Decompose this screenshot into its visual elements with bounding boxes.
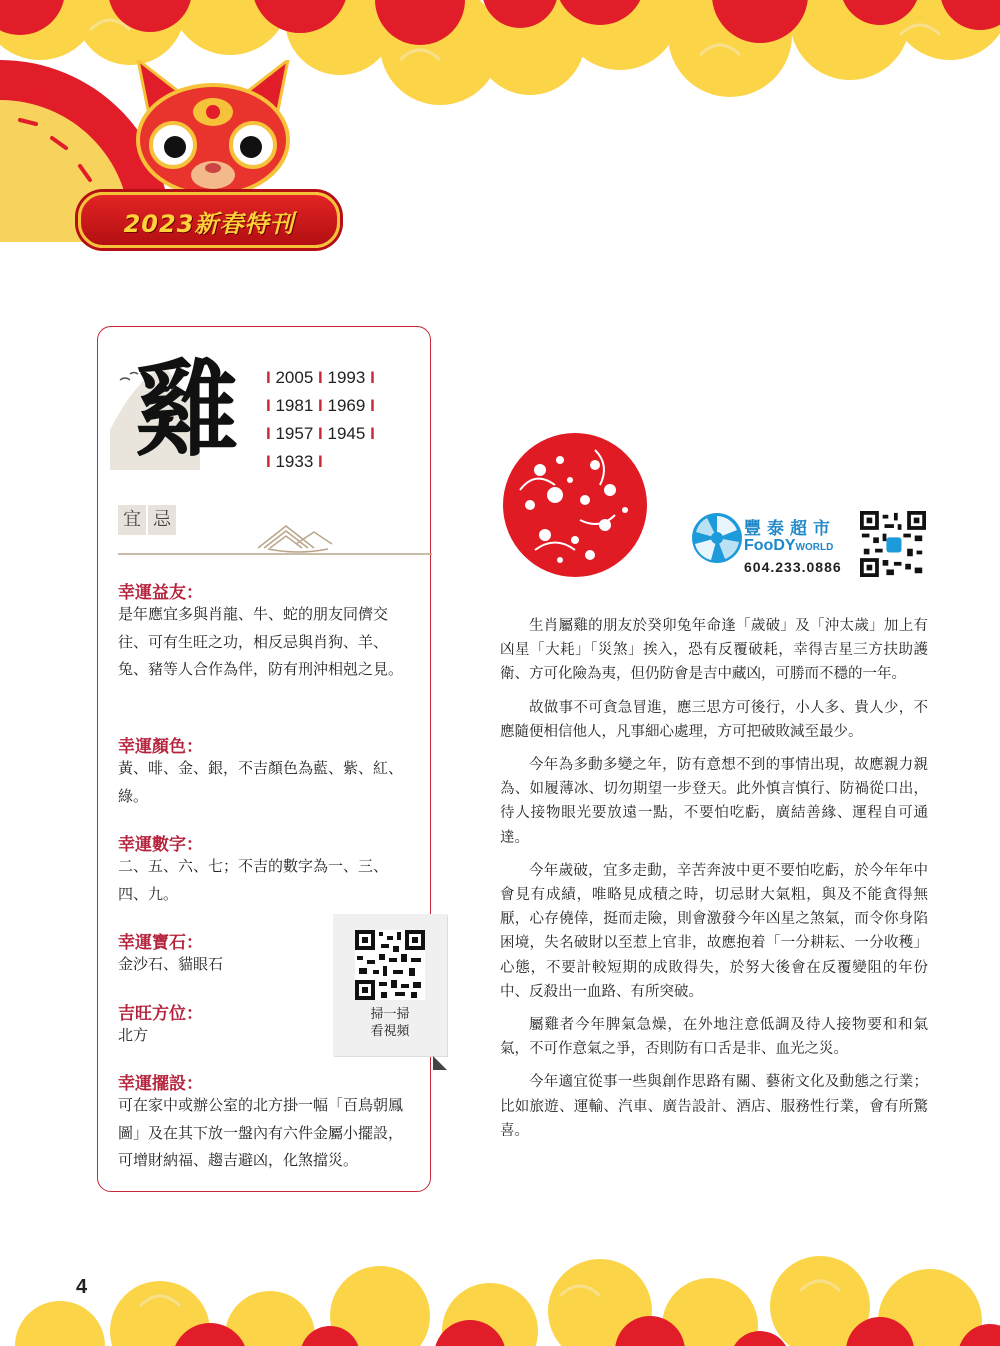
sponsor-qr-code-icon[interactable]	[860, 511, 926, 577]
lion-dance-head-icon	[128, 60, 298, 200]
year-value: 1969	[327, 396, 366, 415]
yi-tag: 宜	[118, 505, 146, 535]
section-body-decoration: 可在家中或辦公室的北方掛一幅「百鳥朝鳳圖」及在其下放一盤內有六件金屬小擺設，可增財納福、趨吉避凶，化煞擋災。	[118, 1096, 404, 1169]
sponsor-brand: FooDY	[744, 537, 796, 554]
ji-tag: 忌	[148, 505, 176, 535]
zodiac-character: 雞	[135, 348, 240, 471]
section-title-colors: 幸運顏色：	[118, 737, 203, 757]
sponsor-phone[interactable]: 604.233.0886	[744, 559, 842, 575]
qr-caption-line: 看視頻	[370, 1024, 410, 1039]
section-title-friends: 幸運益友：	[118, 583, 203, 603]
section-body-colors: 黃、啡、金、銀，不吉顏色為藍、紫、紅、綠。	[118, 759, 404, 805]
foody-world-logo-icon	[691, 512, 743, 564]
page-number: 4	[76, 1276, 88, 1298]
year-value: 2005	[275, 368, 314, 387]
year-row: I 1933 I	[266, 452, 323, 471]
fortune-article	[500, 614, 928, 1152]
year-value: 1993	[327, 368, 366, 387]
article-paragraph: 生肖屬雞的朋友於癸卯兔年命逢「歲破」及「沖太歲」加上有凶星「大耗」「災煞」挨入，恐有反覆破耗，幸得吉星三方扶助護衛、方可化險為夷，但仍防會是吉中藏凶，可勝而不穩的一年。	[500, 618, 928, 683]
year-value: 1981	[275, 396, 314, 415]
article-paragraph: 故做事不可貪急冒進，應三思方可後行，小人多、貴人少，不應隨便相信他人，凡事細心處理，方可把破敗減至最少。	[500, 699, 928, 740]
article-paragraph: 今年適宜從事一些與創作思路有關、藝術文化及動態之行業；比如旅遊、運輸、汽車、廣告設計、酒店、服務性行業，會有所驚喜。	[500, 1074, 928, 1139]
bottom-cloud-decoration	[0, 1236, 1000, 1346]
issue-banner	[78, 192, 340, 248]
section-body-gems: 金沙石、貓眼石	[118, 955, 224, 973]
year-row: I 2005 I 1993 I	[266, 368, 375, 387]
article-paragraph: 今年歲破，宜多走動，辛苦奔波中更不要怕吃虧，於今年年中會見有成績，唯略見成積之時，切忌財大氣粗，與及不能貪得無厭，心存僥倖，挺而走險，則會激發今年凶星之煞氣，而令你身陷困境，失名破財以至惹上官非，故應抱着「一分耕耘、一分收穫」心態，不要計較短期的成敗得失，於努大後會在反覆變阻的年份中、反殺出一血路、有所突破。	[500, 862, 928, 1000]
video-qr-card[interactable]	[333, 914, 447, 1056]
year-row: I 1957 I 1945 I	[266, 424, 375, 443]
sponsor-name-en	[744, 537, 833, 555]
qr-caption-line: 掃一掃	[370, 1007, 410, 1022]
article-paragraph: 今年為多動多變之年，防有意想不到的事情出現，故應親力親為、如履薄冰、切勿期望一步登天。此外慎言慎行、防禍從口出，待人接物眼光要放遠一點，不要怕吃虧，廣結善緣、運程自可通達。	[500, 757, 928, 846]
year-row: I 1981 I 1969 I	[266, 396, 375, 415]
sponsor-name-cn: 豐泰超市	[744, 519, 836, 539]
year-value: 1957	[275, 424, 314, 443]
yiji-tags	[118, 505, 176, 535]
section-title-gems: 幸運寶石：	[118, 933, 203, 953]
video-qr-caption	[333, 1006, 447, 1040]
section-body-numbers: 二、五、六、七；不吉的數字為一、三、四、九。	[118, 857, 389, 903]
section-title-numbers: 幸運數字：	[118, 835, 203, 855]
article-paragraph: 屬雞者今年脾氣急燥，在外地注意低調及待人接物要和和氣氣，不可作意氣之爭，否則防有口舌是非、血光之災。	[500, 1017, 928, 1058]
sponsor-brand-suffix: WORLD	[795, 542, 834, 553]
section-title-direction: 吉旺方位：	[118, 1004, 203, 1024]
year-value: 1933	[275, 452, 314, 471]
section-body-friends: 是年應宜多與肖龍、牛、蛇的朋友同儕交往、可有生旺之功，相反忌與肖狗、羊、兔、豬等人合作為伴，防有刑沖相剋之見。	[118, 605, 404, 678]
section-title-decoration: 幸運擺設：	[118, 1074, 203, 1094]
section-body-direction: 北方	[118, 1026, 149, 1044]
zodiac-years	[266, 368, 375, 480]
banner-title: 2023新春特刊	[123, 210, 295, 238]
rooster-papercut-icon	[500, 430, 650, 580]
qr-card-fold	[433, 1056, 447, 1070]
qr-code-icon[interactable]	[355, 930, 425, 1000]
year-value: 1945	[327, 424, 366, 443]
